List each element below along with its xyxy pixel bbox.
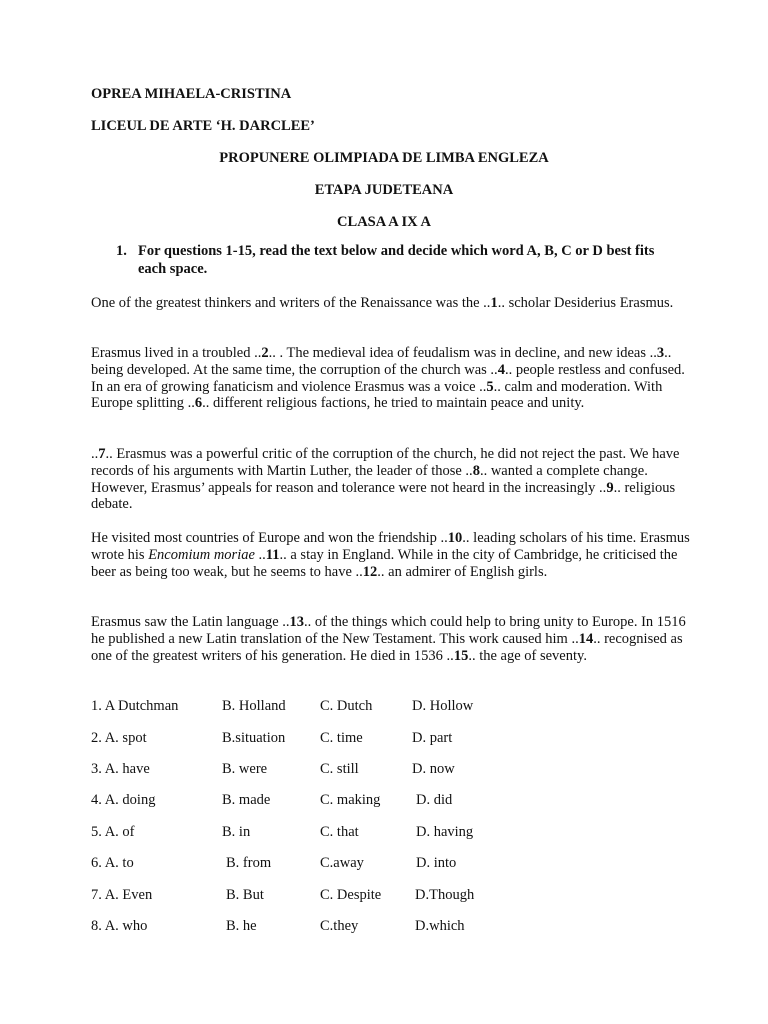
school-name: LICEUL DE ARTE ‘H. DARCLEE’: [91, 118, 315, 134]
option-a: 4. A. doing: [91, 792, 156, 808]
instruction: [91, 243, 681, 278]
document-title: PROPUNERE OLIMPIADA DE LIMBA ENGLEZA: [219, 150, 549, 166]
option-row: [0, 854, 768, 872]
gap-number: 10: [447, 530, 463, 546]
option-b: B. made: [222, 792, 271, 808]
option-c: C. making: [320, 792, 381, 808]
gap-number: 6: [194, 395, 203, 412]
option-row: [0, 917, 768, 935]
gap-number: 11: [265, 546, 280, 563]
option-b: B. from: [226, 855, 272, 871]
option-d: D. into: [416, 855, 457, 871]
option-b: B.situation: [222, 730, 286, 746]
option-a: 6. A. to: [91, 855, 134, 871]
author-name: OPREA MIHAELA-CRISTINA: [91, 86, 292, 102]
gap-number: 14: [578, 630, 594, 647]
passage-paragraph-2: Erasmus lived in a troubled ..2.. . The medieval idea of feudalism was in decline, and new ideas ..3.. being developed. At the same time, the corruption of the church was ..4.. people restless and confused. In an era of growing fanaticism and violence Erasmus was a voice ..5.. calm and moderation. With Europe splitting ..6.. different religious factions, he tried to maintain peace and unity.: [91, 345, 685, 412]
option-a: 8. A. who: [91, 918, 148, 934]
option-d: D.Though: [415, 887, 475, 903]
option-c: C. still: [320, 761, 359, 777]
option-d: D. now: [412, 761, 455, 777]
option-c: C.they: [320, 918, 359, 934]
gap-number: 3: [656, 345, 665, 361]
option-d: D. having: [416, 824, 474, 840]
option-c: C. that: [320, 824, 359, 840]
gap-number: 1: [490, 295, 498, 311]
instruction-number: 1.: [116, 243, 127, 259]
option-a: 2. A. spot: [91, 730, 147, 746]
gap-number: 7: [98, 446, 106, 462]
option-b: B. were: [222, 761, 268, 777]
passage-paragraph-3: ..7.. Erasmus was a powerful critic of the corruption of the church, he did not reject the past. We have records of his arguments with Martin Luther, the leader of those ..8.. wanted a complete change. However, Erasmus’ appeals for reason and tolerance were not heard in the increasingly ..9.. religious debate.: [91, 446, 680, 513]
option-b: B. he: [226, 918, 257, 934]
gap-number: 5: [486, 378, 494, 395]
stage-title: ETAPA JUDETEANA: [314, 182, 454, 198]
option-row: [0, 823, 768, 841]
grade-title: CLASA A IX A: [337, 214, 431, 230]
option-b: B. Holland: [222, 698, 286, 714]
option-row: [0, 791, 768, 809]
option-row: [0, 760, 768, 778]
gap-number: 9: [606, 479, 614, 496]
book-title: Encomium moriae: [148, 546, 255, 563]
passage-paragraph-1: One of the greatest thinkers and writers of the Renaissance was the ..1.. scholar Desiderius Erasmus.: [91, 295, 674, 311]
passage-paragraph-5: Erasmus saw the Latin language ..13.. of the things which could help to bring unity to Europe. In 1516 he published a new Latin translation of the New Testament. This work caused him ..14.. recognised as one of the greatest writers of his generation. He died in 1536 ..15.. the age of seventy.: [91, 614, 686, 664]
gap-number: 13: [289, 614, 305, 630]
option-b: B. But: [226, 887, 264, 903]
instruction-text: For questions 1-15, read the text below and decide which word A, B, C or D best fits each space.: [138, 243, 655, 277]
option-a: 3. A. have: [91, 761, 150, 777]
option-a: 1. A Dutchman: [91, 698, 179, 714]
option-b: B. in: [222, 824, 251, 840]
option-c: C. Despite: [320, 887, 382, 903]
option-d: D. part: [412, 730, 453, 746]
gap-number: 15: [453, 647, 469, 664]
gap-number: 2: [261, 345, 269, 361]
option-c: C.away: [320, 855, 364, 871]
option-row: [0, 697, 768, 715]
option-d: D. Hollow: [412, 698, 474, 714]
option-d: D. did: [416, 792, 453, 808]
gap-number: 12: [362, 563, 378, 580]
option-a: 5. A. of: [91, 824, 135, 840]
option-row: [0, 886, 768, 904]
option-row: [0, 729, 768, 747]
option-c: C. Dutch: [320, 698, 373, 714]
option-d: D.which: [415, 918, 465, 934]
option-a: 7. A. Even: [91, 887, 153, 903]
gap-number: 8: [472, 462, 480, 479]
gap-number: 4: [497, 361, 505, 378]
passage-paragraph-4: He visited most countries of Europe and won the friendship ..10.. leading scholars of his time. Erasmus wrote his Encomium moriae ..11.. a stay in England. While in the city of Cambridge, he criticised the beer as being too weak, but he seems to have ..12.. an admirer of English girls.: [91, 530, 690, 580]
option-c: C. time: [320, 730, 363, 746]
